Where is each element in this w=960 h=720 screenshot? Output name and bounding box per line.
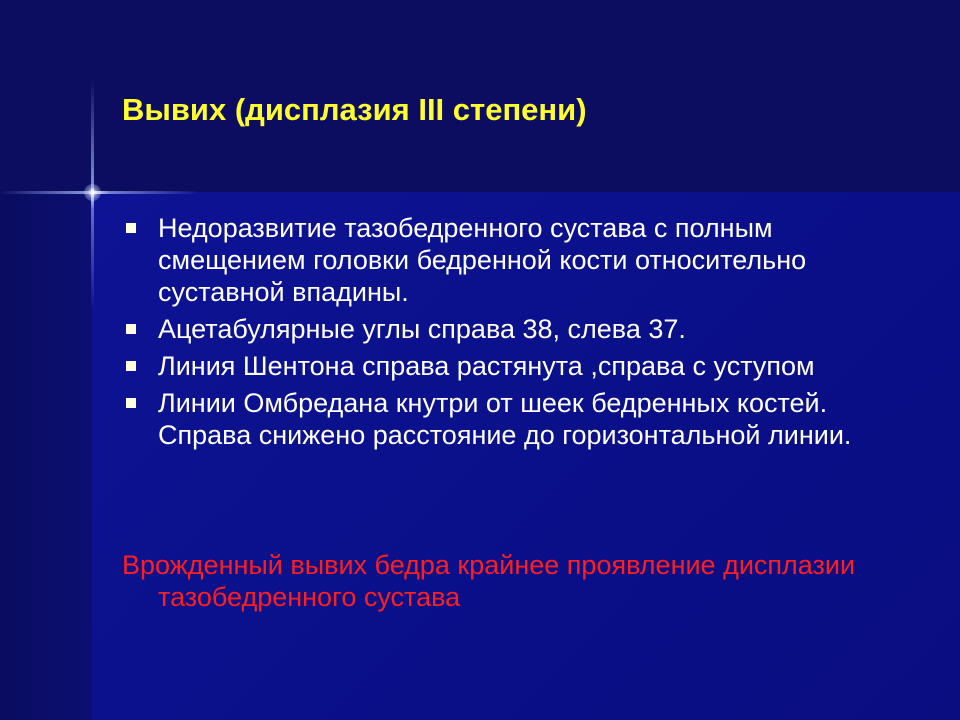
square-bullet-icon <box>126 398 136 408</box>
bullet-item <box>124 313 924 345</box>
bullet-list <box>124 212 924 456</box>
conclusion-note: Врожденный вывих бедра крайнее проявление дисплазии тазобедренного сустава <box>122 550 856 612</box>
bullet-text: Линия Шентона справа растянута ,справа с уступом <box>158 351 815 381</box>
square-bullet-icon <box>126 324 136 334</box>
bullet-text: Линии Омбредана кнутри от шеек бедренных костей. Справа снижено расстояние до горизонтальной линии. <box>158 388 852 450</box>
bullet-item <box>124 350 924 382</box>
slide-title: Вывих (дисплазия III степени) <box>122 92 587 127</box>
bullet-item <box>124 387 924 451</box>
sparkle-icon <box>84 184 101 201</box>
square-bullet-icon <box>126 223 136 233</box>
bullet-text: Недоразвитие тазобедренного сустава с полным смещением головки бедренной кости относительно суставной впадины. <box>158 213 807 307</box>
bullet-text: Ацетабулярные углы справа 38, слева 37. <box>158 314 686 344</box>
square-bullet-icon <box>126 361 136 371</box>
bullet-item <box>124 212 924 308</box>
